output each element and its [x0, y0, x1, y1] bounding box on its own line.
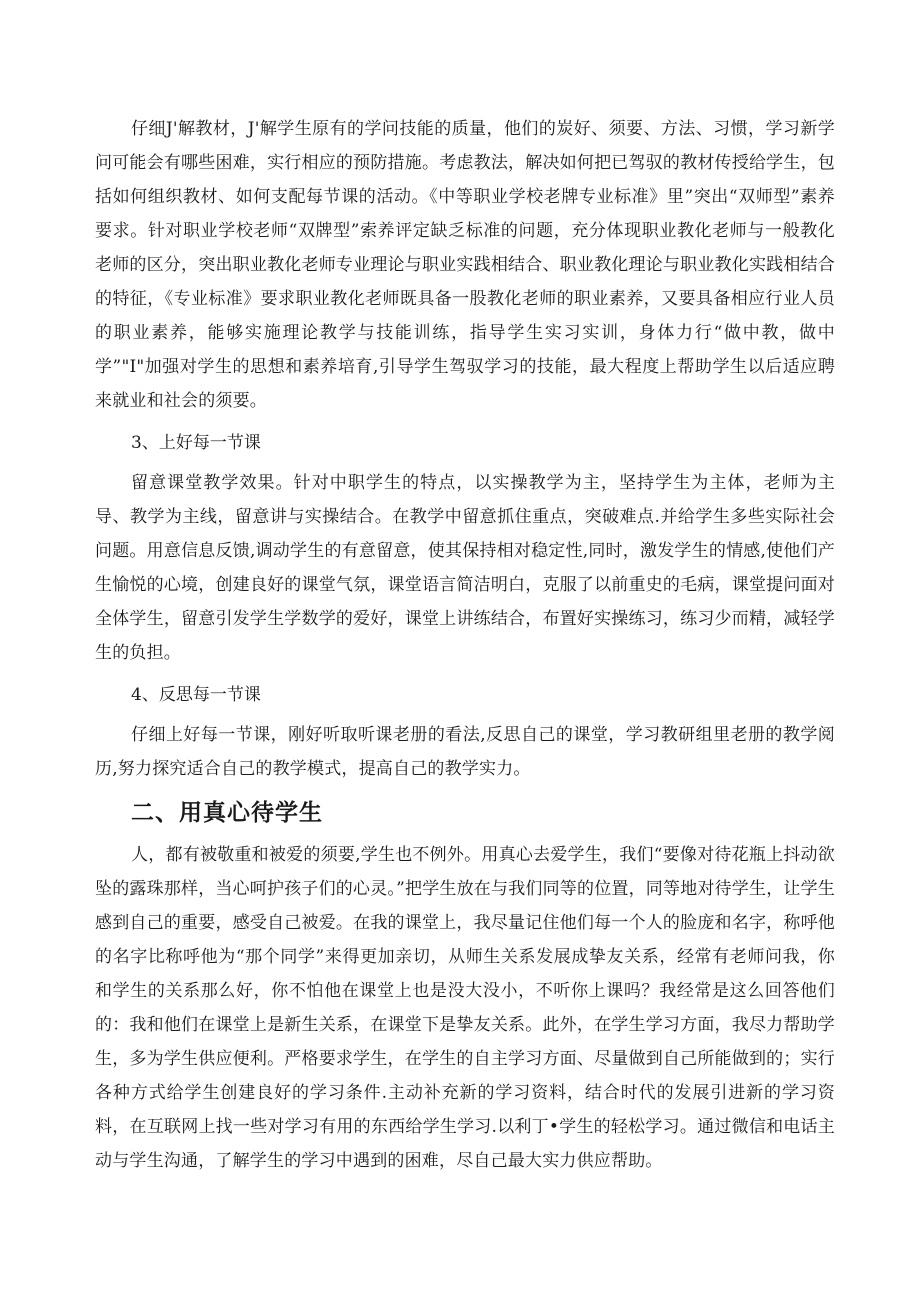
list-item-4: 4、反思每一节课 — [131, 685, 261, 705]
document-body — [95, 112, 835, 1178]
paragraph-reflection: 仔细上好每一节课，刚好听取听课老册的看法,反思自己的课堂，学习教研组里老册的教学阅历,努力探究适合自己的教学模式，提高自己的教学实力。 — [95, 725, 835, 779]
paragraph-classroom-effect: 留意课堂教学效果。针对中职学生的特点，以实操教学为主，坚持学生为主体，老师为主导、教学为主线，留意讲与实操结合。在教学中留意抓住重点，突破难点.并给学生多些实际社会问题。用意信息反馈,调动学生的有意留意，使其保持相对稳定性,同时，激发学生的情感,使他们产生愉悦的心境，创建良好的课堂气氛，课堂语言简洁明白，克服了以前重史的毛病，课堂提问面对全体学生，留意引发学生学数学的爱好，课堂上讲练结合，布置好实操练习，练习少而精，减轻学生的负担。 — [95, 473, 835, 663]
paragraph-teaching-materials: 仔细J'解教材，J'解学生原有的学问技能的质量，他们的炭好、须要、方法、习惯，学习新学问可能会有哪些困难，实行相应的预防措施。考虑教法，解决如何把已驾驭的教材传授给学生，包括如何组织教材、如何支配每节课的活动。《中等职业学校老牌专业标准》里”突出“双师型”素养要求。针对职业学校老师“双牌型”索养评定缺乏标准的问题，充分体现职业教化老师与一般教化老师的区分，突出职业教化老师专业理论与职业实践相结合、职业教化理论与职业教化实践相结合的特征，《专业标准》要求职业教化老师既具备一股教化老师的职业素养，又要具备相应行业人员的职业素养，能够实施理论教学与技能训练，指导学生实习实训，身体力行“做中教，做中学”"I"加强对学生的思想和素养培育,引导学生驾驭学习的技能，最大程度上帮助学生以后适应聘来就业和社会的须要。 — [95, 119, 835, 411]
section-heading-2: 二、用真心待学生 — [131, 800, 323, 826]
paragraph-sincere-care: 人，都有被敬重和被爱的须要,学生也不例外。用真心去爱学生，我们“要像对待花瓶上抖动欲坠的露珠那样，当心呵护孩子们的心灵。”把学生放在与我们同等的位置，同等地对待学生，让学生感到自己的重要，感受自己被爱。在我的课堂上，我尽量记住他们每一个人的脸庞和名字，称呼他的名字比称呼他为“那个同学”来得更加亲切，从师生关系发展成挚友关系，经常有老师问我，你和学生的关系那么好，你不怕他在课堂上也是没大没小，不听你上课吗？我经常是这么回答他们的：我和他们在课堂上是新生关系，在课堂下是挚友关系。此外，在学生学习方面，我尽力帮助学生，多为学生供应便利。严格要求学生，在学生的自主学习方面、尽量做到自己所能做到的；实行各种方式给学生创建良好的学习条件.主动补充新的学习资料，结合时代的发展引进新的学习资料，在互联网上找一些对学习有用的东西给学生学习.以利丁•学生的轻松学习。通过微信和电话主动与学生沟通，了解学生的学习中遇到的困难，尽自己最大实力供应帮助。 — [95, 845, 835, 1171]
list-item-3: 3、上好每一节课 — [131, 433, 261, 453]
